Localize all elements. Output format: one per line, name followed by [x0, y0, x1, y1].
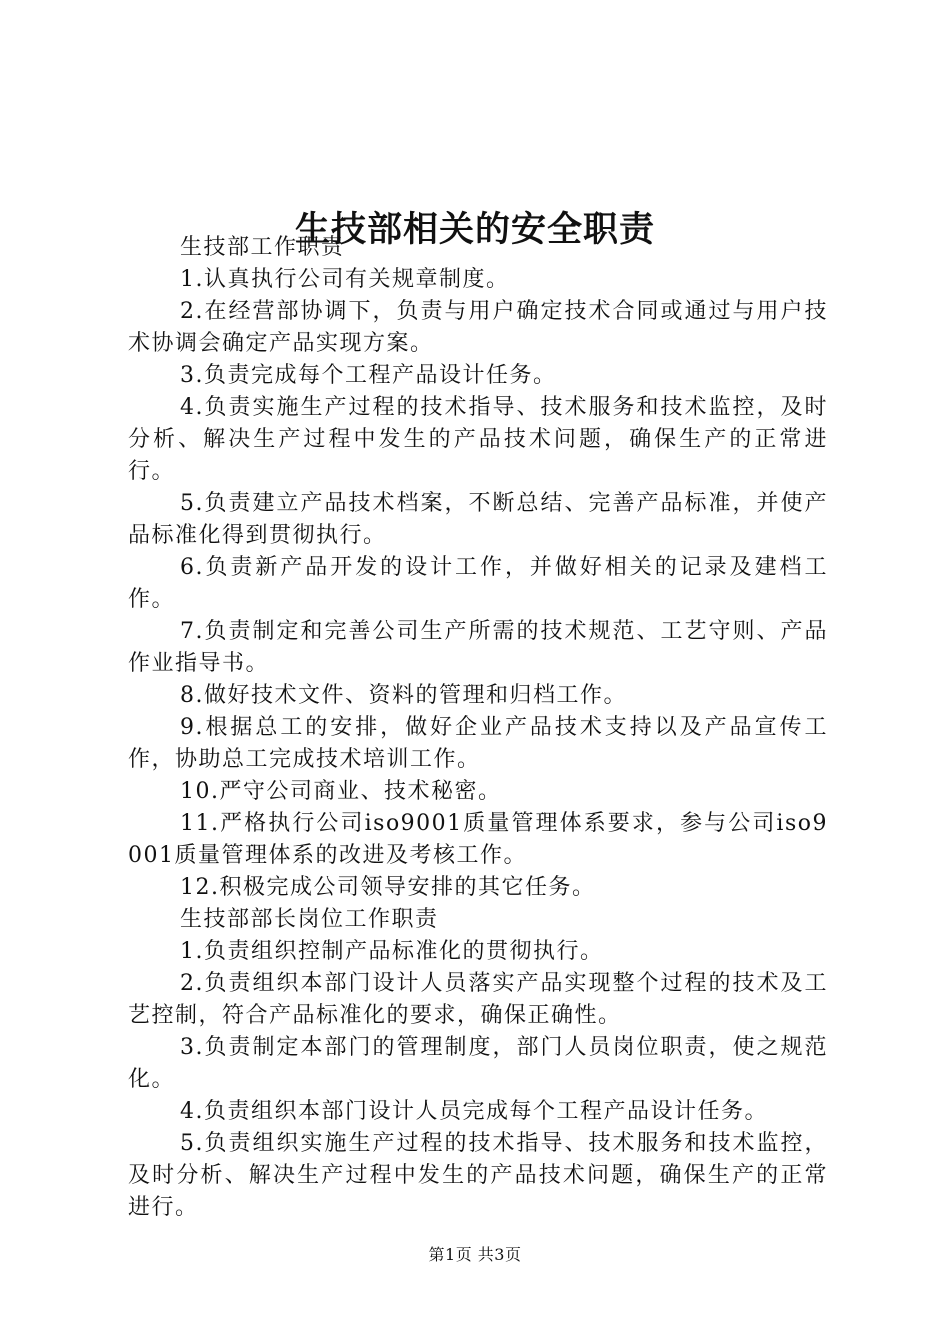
paragraph-1: 1.认真执行公司有关规章制度。 — [180, 267, 510, 292]
page-title: 生技部相关的安全职责 — [294, 209, 655, 251]
paragraph-7: 7.负责制定和完善公司生产所需的技术规范、工艺守则、产品作业指导书。 — [128, 619, 828, 676]
minister-paragraph-2: 2.负责组织本部门设计人员落实产品实现整个过程的技术及工艺控制，符合产品标准化的要求，确保正确性。 — [128, 971, 828, 1028]
paragraph-5: 5.负责建立产品技术档案，不断总结、完善产品标准，并使产品标准化得到贯彻执行。 — [128, 491, 828, 548]
paragraph-2: 2.在经营部协调下，负责与用户确定技术合同或通过与用户技术协调会确定产品实现方案。 — [128, 299, 828, 356]
paragraph-6: 6.负责新产品开发的设计工作，并做好相关的记录及建档工作。 — [128, 555, 828, 612]
minister-paragraph-3: 3.负责制定本部门的管理制度，部门人员岗位职责，使之规范化。 — [128, 1035, 828, 1092]
paragraph-12: 12.积极完成公司领导安排的其它任务。 — [180, 875, 596, 900]
section-heading-department-duties: 生技部工作职责 — [180, 235, 345, 260]
document-body — [128, 232, 828, 1224]
paragraph-11: 11.严格执行公司iso9001质量管理体系要求，参与公司iso9001质量管理体系的改进及考核工作。 — [128, 811, 828, 868]
minister-paragraph-1: 1.负责组织控制产品标准化的贯彻执行。 — [180, 939, 604, 964]
paragraph-10: 10.严守公司商业、技术秘密。 — [180, 779, 502, 804]
paragraph-3: 3.负责完成每个工程产品设计任务。 — [180, 363, 557, 388]
paragraph-8: 8.做好技术文件、资料的管理和归档工作。 — [180, 683, 627, 708]
paragraph-4: 4.负责实施生产过程的技术指导、技术服务和技术监控，及时分析、解决生产过程中发生的产品技术问题，确保生产的正常进行。 — [128, 395, 828, 484]
paragraph-9: 9.根据总工的安排，做好企业产品技术支持以及产品宣传工作，协助总工完成技术培训工作。 — [128, 715, 828, 772]
minister-paragraph-5: 5.负责组织实施生产过程的技术指导、技术服务和技术监控，及时分析、解决生产过程中发生的产品技术问题，确保生产的正常进行。 — [128, 1131, 828, 1220]
section-heading-minister-duties: 生技部部长岗位工作职责 — [180, 907, 439, 932]
minister-paragraph-4: 4.负责组织本部门设计人员完成每个工程产品设计任务。 — [180, 1099, 768, 1124]
page-footer: 第1页 共3页 — [428, 1245, 522, 1264]
